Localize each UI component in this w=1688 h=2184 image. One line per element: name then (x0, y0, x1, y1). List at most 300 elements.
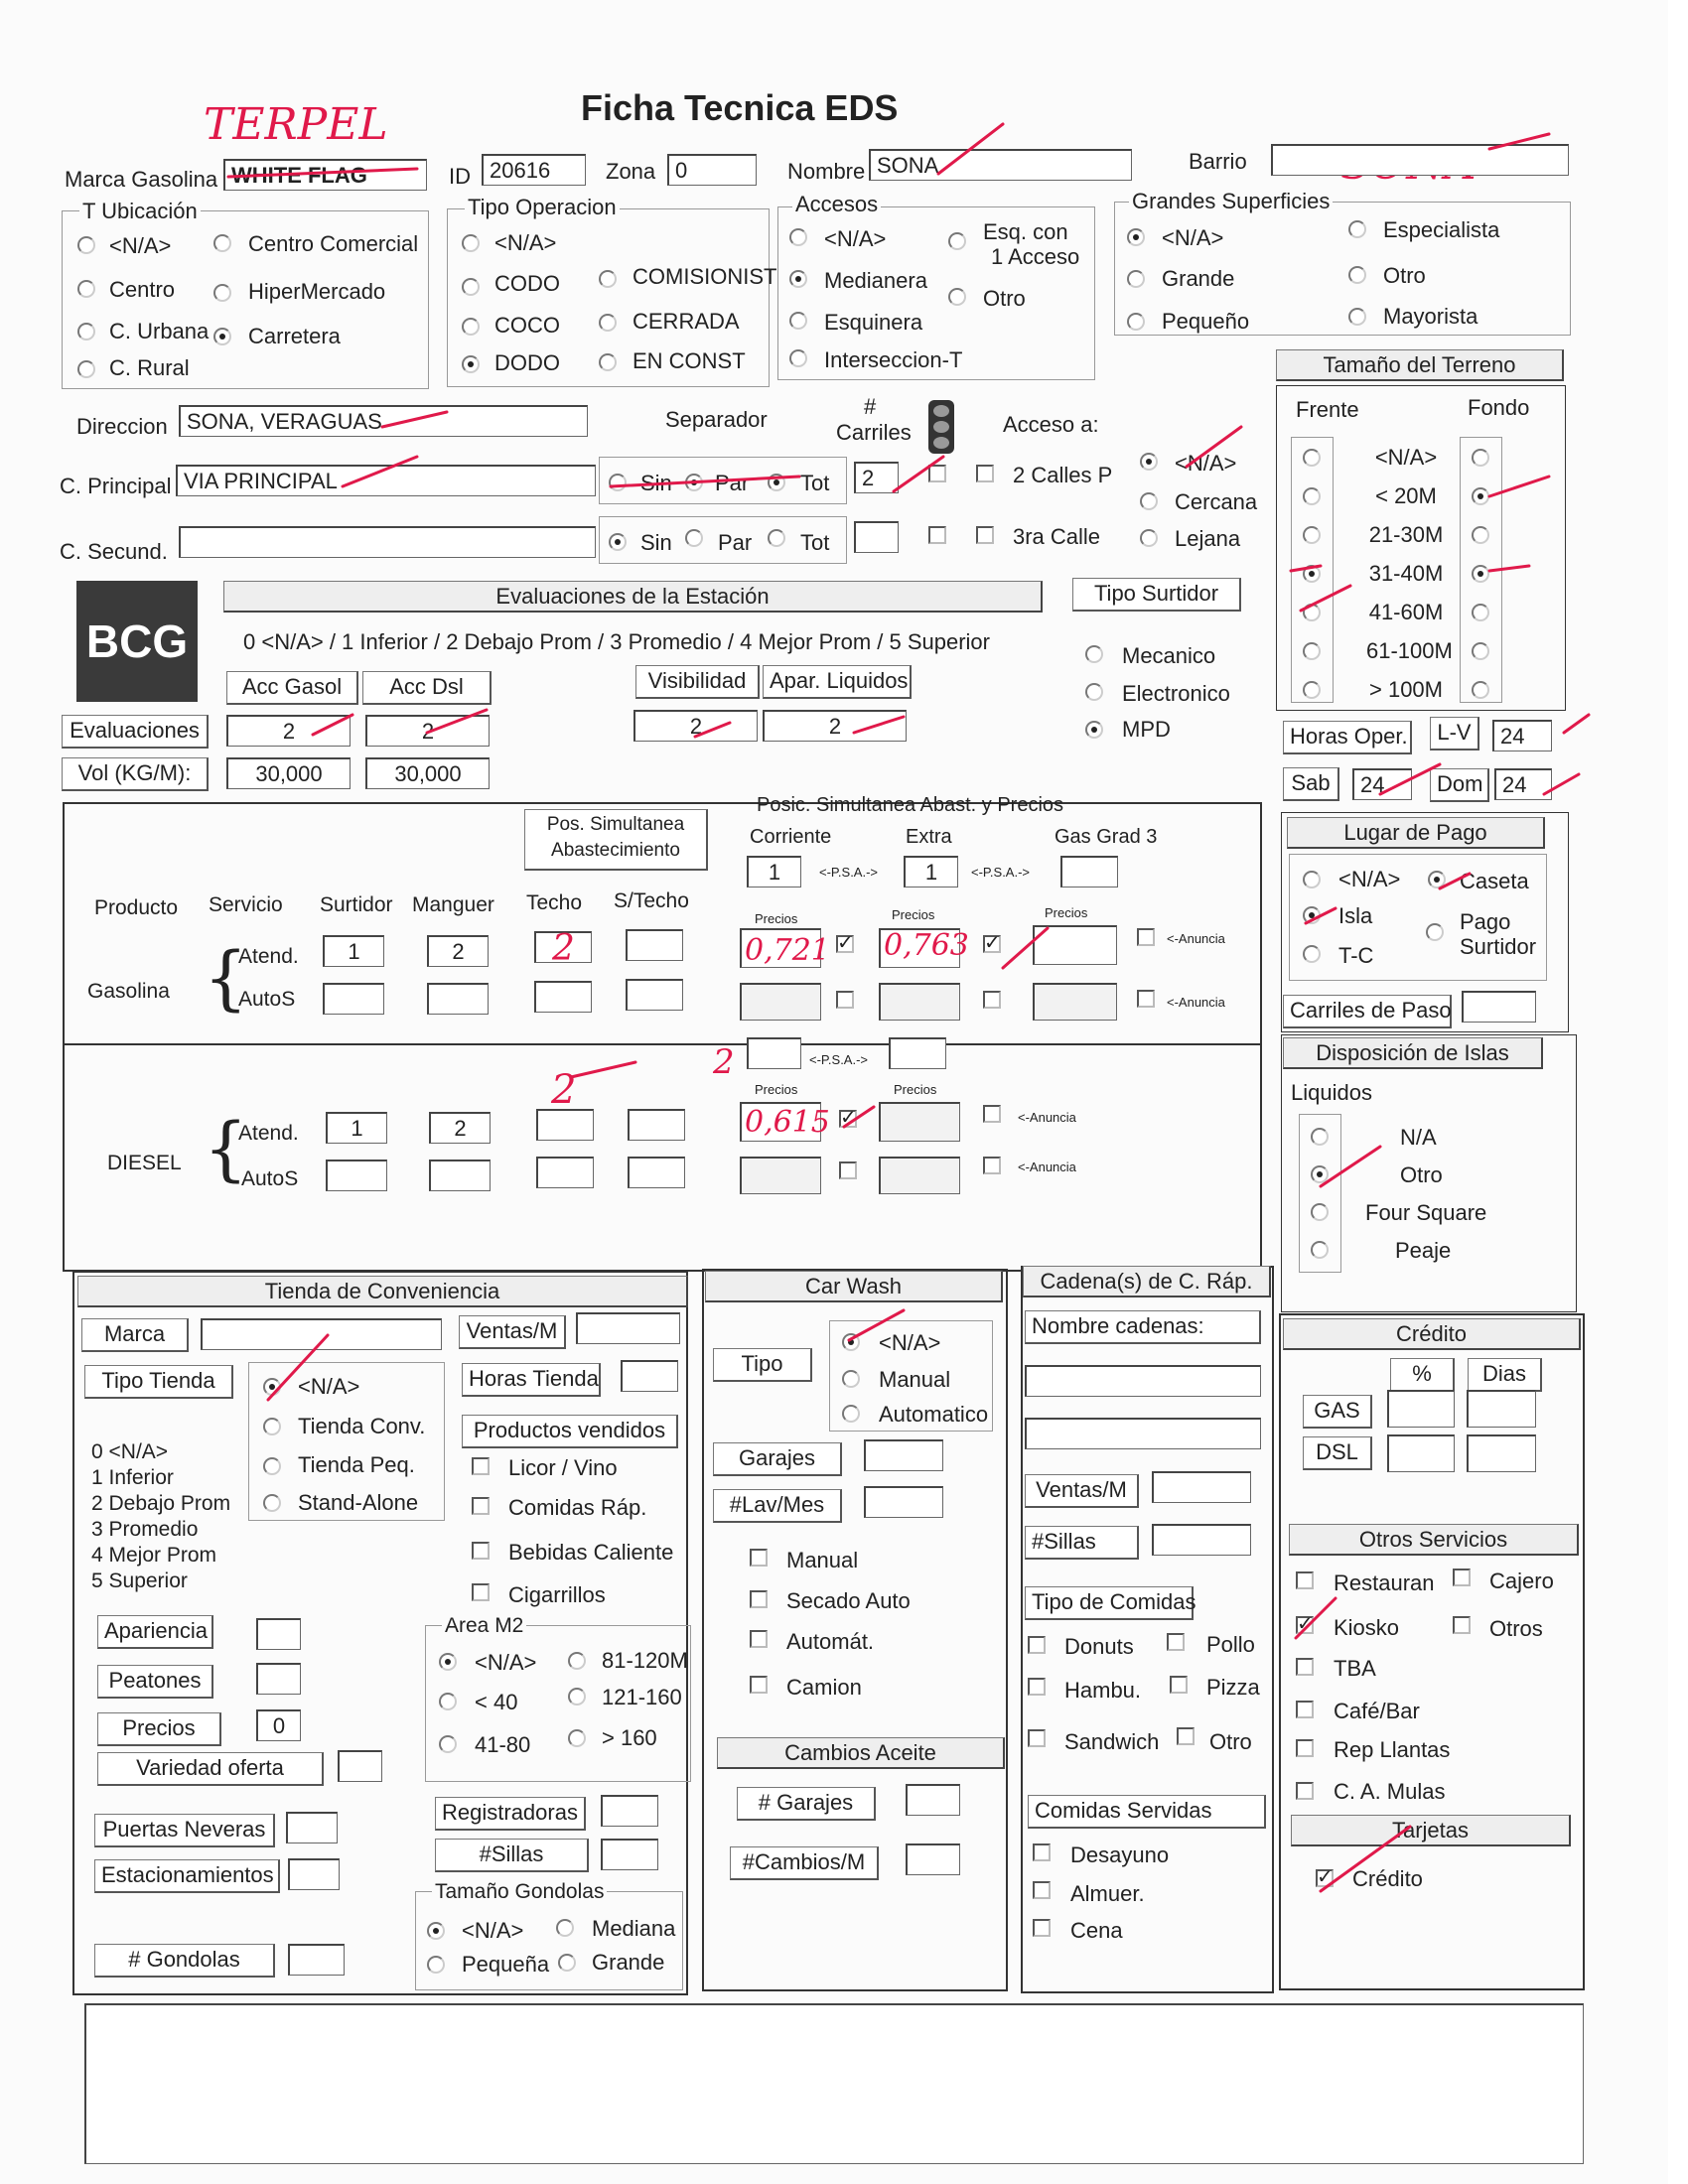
tienda-horas-field[interactable] (621, 1360, 678, 1392)
sep2-sin-radio[interactable] (609, 533, 627, 551)
operacion-coco-label: COCO (494, 313, 560, 338)
carriles-secund-field[interactable] (854, 521, 899, 553)
islas-header: Disposición de Islas (1283, 1037, 1543, 1069)
pago-surtidor-radio[interactable] (1426, 923, 1444, 941)
extra-psa-field[interactable]: 1 (904, 856, 958, 887)
carwash-secado-label: Secado Auto (786, 1588, 911, 1613)
nombre-cadenas-field-2[interactable] (1025, 1418, 1261, 1449)
grandes-especialista-radio[interactable] (1348, 220, 1366, 238)
puertas-neveras-field[interactable] (286, 1812, 338, 1843)
evaluaciones-row-label: Evaluaciones (62, 715, 209, 749)
terreno-row-label: 21-30M (1368, 522, 1444, 547)
tipo-surtidor-header: Tipo Surtidor (1072, 578, 1241, 612)
accesos-esq-radio[interactable] (948, 232, 966, 250)
ubicacion-rural-radio[interactable] (77, 360, 95, 378)
pago-tc-label: T-C (1338, 943, 1374, 968)
pago-caseta-radio[interactable] (1428, 871, 1446, 888)
terreno-frente-radio[interactable] (1303, 449, 1321, 467)
gas-grad-precio[interactable] (1033, 925, 1117, 965)
accesos-medianera-label: Medianera (824, 268, 927, 293)
direccion-field[interactable]: SONA, VERAGUAS (179, 405, 588, 437)
tienda-peq-radio[interactable] (263, 1457, 281, 1475)
diesel-brace: { (204, 1108, 248, 1189)
islas-foursquare-radio[interactable] (1311, 1203, 1329, 1221)
terreno-row-label: < 20M (1375, 483, 1437, 508)
dsl-anuncia-check-2[interactable] (983, 1105, 1001, 1123)
operacion-coco-radio[interactable] (462, 318, 480, 336)
ubicacion-na-radio[interactable] (77, 236, 95, 254)
operacion-na-radio[interactable] (462, 234, 480, 252)
otros-mulas-label: C. A. Mulas (1334, 1779, 1446, 1804)
sep1-par-label: Par (715, 471, 750, 495)
vol-gas-field[interactable]: 30,000 (226, 757, 351, 789)
diesel-label: DIESEL (107, 1152, 182, 1174)
operacion-codo-label: CODO (494, 271, 560, 296)
area-121-radio[interactable] (568, 1688, 586, 1706)
credito-dsl-pct-field[interactable] (1387, 1434, 1455, 1472)
nombre-field[interactable]: SONA (869, 149, 1132, 181)
credito-pct-header: % (1390, 1358, 1455, 1392)
islas-na-radio[interactable] (1311, 1128, 1329, 1146)
sep2-par-label: Par (718, 530, 753, 555)
gas-autos-manguer[interactable] (427, 983, 489, 1015)
principal-field[interactable]: VIA PRINCIPAL (176, 465, 596, 496)
operacion-dodo-label: DODO (494, 350, 560, 375)
tienda-conv-radio[interactable] (263, 1418, 281, 1435)
acc-gasol-field[interactable]: 2 (226, 715, 351, 747)
dsl-atend-label: Atend. (238, 1122, 299, 1145)
comida-sandwich-check[interactable] (1028, 1729, 1046, 1747)
grandes-grande-label: Grande (1162, 266, 1235, 291)
secund-label: C. Secund. (60, 539, 168, 564)
prod-licor-check[interactable] (472, 1457, 490, 1475)
terreno-frente-radio[interactable] (1303, 642, 1321, 660)
dsl-atend-stecho[interactable] (628, 1109, 685, 1141)
calles-2-label: 2 Calles P (1013, 463, 1113, 487)
cadenas-sillas-label: #Sillas (1025, 1526, 1139, 1560)
grandes-na-label: <N/A> (1162, 225, 1224, 250)
carriles-principal-check[interactable] (928, 465, 946, 482)
area-40-label: < 40 (475, 1690, 518, 1714)
area-41-label: 41-80 (475, 1732, 531, 1757)
prod-cigarrillos-check[interactable] (472, 1583, 490, 1601)
acceso-cercana-radio[interactable] (1140, 492, 1158, 510)
accesos-esquinera-radio[interactable] (789, 312, 807, 330)
dom-field[interactable]: 24 (1494, 768, 1552, 800)
ubicacion-carretera-radio[interactable] (213, 328, 231, 345)
otros-restauran-label: Restauran (1334, 1570, 1435, 1595)
operacion-cerrada-radio[interactable] (599, 314, 617, 332)
diesel-psa-field[interactable] (747, 1037, 801, 1069)
otros-otros-check[interactable] (1453, 1616, 1471, 1634)
operacion-dodo-radio[interactable] (462, 355, 480, 373)
terreno-fondo-radio[interactable] (1472, 642, 1489, 660)
area-160-radio[interactable] (568, 1729, 586, 1747)
dsl-autos-label: AutoS (241, 1167, 299, 1190)
sep2-par-radio[interactable] (685, 529, 703, 547)
tienda-sillas-field[interactable] (601, 1839, 658, 1870)
servida-cena-check[interactable] (1033, 1919, 1051, 1937)
cadenas-ventas-label: Ventas/M (1025, 1474, 1139, 1508)
carriles-paso-label: Carriles de Paso (1283, 995, 1452, 1028)
gasolina-brace: { (204, 937, 248, 1019)
dsl-autos-check-1[interactable] (839, 1161, 857, 1179)
area-na-radio[interactable] (439, 1653, 457, 1671)
apar-liquidos-field[interactable]: 2 (763, 710, 907, 742)
terreno-frente-radio[interactable] (1303, 681, 1321, 699)
area-41-radio[interactable] (439, 1735, 457, 1753)
grandes-grande-radio[interactable] (1127, 270, 1145, 288)
carriles-hash-label: # (864, 394, 877, 419)
sep1-tot-radio[interactable] (768, 474, 785, 491)
horas-oper-label: Horas Oper. (1283, 721, 1412, 754)
otros-mulas-check[interactable] (1296, 1782, 1314, 1800)
terreno-fondo-radio[interactable] (1472, 487, 1489, 505)
carwash-lav-field[interactable] (864, 1486, 943, 1518)
col-stecho: S/Techo (614, 889, 689, 912)
credito-dsl-label: DSL (1303, 1436, 1372, 1470)
col-producto: Producto (94, 896, 179, 919)
pago-na-radio[interactable] (1303, 871, 1321, 888)
operacion-codo-radio[interactable] (462, 278, 480, 296)
credito-gas-dias-field[interactable] (1467, 1390, 1536, 1428)
gond-grande-radio[interactable] (558, 1954, 576, 1972)
surtidor-mpd-radio[interactable] (1085, 721, 1103, 739)
carwash-tipo-label: Tipo (713, 1348, 812, 1382)
grandes-pequeno-radio[interactable] (1127, 313, 1145, 331)
acceso-lejana-radio[interactable] (1140, 529, 1158, 547)
psa-label-2: <-P.S.A.-> (971, 865, 1031, 880)
gond-na-radio[interactable] (427, 1922, 445, 1940)
otros-restauran-check[interactable] (1296, 1571, 1314, 1589)
terreno-row-label: <N/A> (1374, 445, 1438, 470)
servida-almuer-check[interactable] (1033, 1881, 1051, 1899)
dsl-autos-stecho[interactable] (628, 1157, 685, 1188)
gas-autos-grad-check[interactable] (1137, 990, 1155, 1008)
vol-dsl-field[interactable]: 30,000 (365, 757, 490, 789)
otros-llantas-check[interactable] (1296, 1739, 1314, 1757)
carwash-garajes-field[interactable] (864, 1439, 943, 1471)
tienda-na-radio[interactable] (263, 1378, 281, 1396)
gas-corriente-anuncia-check[interactable] (836, 935, 854, 953)
gas-grad-psa-field[interactable] (1060, 856, 1118, 887)
gond-pequena-radio[interactable] (427, 1956, 445, 1974)
evaluaciones-scale: 0 <N/A> / 1 Inferior / 2 Debajo Prom / 3 Promedio / 4 Mejor Prom / 5 Superior (243, 629, 990, 654)
gas-atend-stecho[interactable] (626, 929, 683, 961)
carwash-manual-check[interactable] (750, 1549, 768, 1567)
ubicacion-centro-comercial-radio[interactable] (213, 234, 231, 252)
gas-autos-stecho[interactable] (626, 979, 683, 1011)
dsl-autos-manguer[interactable] (429, 1160, 491, 1191)
tipo-comidas-label: Tipo de Comidas (1025, 1586, 1194, 1620)
aceite-cambios-label: #Cambios/M (730, 1846, 879, 1880)
area-40-radio[interactable] (439, 1693, 457, 1710)
apariencia-field[interactable] (256, 1618, 301, 1650)
comida-pizza-check[interactable] (1170, 1676, 1188, 1694)
id-field[interactable]: 20616 (482, 154, 586, 186)
lv-field[interactable]: 24 (1492, 720, 1552, 751)
gas-atend-surtidor[interactable]: 1 (323, 935, 384, 967)
productos-vendidos-header: Productos vendidos (462, 1415, 678, 1448)
peatones-field[interactable] (256, 1663, 301, 1695)
grandes-otro-label: Otro (1383, 263, 1426, 288)
carwash-header: Car Wash (705, 1271, 1003, 1302)
zona-field[interactable]: 0 (667, 154, 757, 186)
dsl-atend-techo[interactable] (536, 1109, 594, 1141)
gas-atend-manguer[interactable]: 2 (427, 935, 489, 967)
sep2-tot-label: Tot (800, 530, 830, 555)
gas-extra-anuncia-check[interactable] (983, 935, 1001, 953)
tienda-horas-label: Horas Tienda (462, 1363, 601, 1397)
grandes-na-radio[interactable] (1127, 228, 1145, 246)
comida-donuts-check[interactable] (1028, 1636, 1046, 1654)
variedad-field[interactable] (338, 1750, 382, 1782)
estacionamientos-label: Estacionamientos (94, 1859, 280, 1893)
dsl-autos-techo[interactable] (536, 1157, 594, 1188)
credito-dsl-dias-field[interactable] (1467, 1434, 1536, 1472)
surtidor-mecanico-radio[interactable] (1085, 645, 1103, 663)
num-gondolas-field[interactable] (288, 1944, 345, 1976)
accesos-interseccion-radio[interactable] (789, 349, 807, 367)
dsl-atend-manguer[interactable]: 2 (429, 1112, 491, 1144)
visibilidad-header: Visibilidad (635, 665, 760, 699)
terreno-frente-radio[interactable] (1303, 487, 1321, 505)
carwash-auto-radio[interactable] (842, 1405, 860, 1423)
comida-otro-check[interactable] (1177, 1727, 1195, 1745)
gond-grande-label: Grande (592, 1950, 665, 1975)
gas-autos-grad-precio[interactable] (1033, 983, 1117, 1021)
gas-autos-techo[interactable] (534, 981, 592, 1013)
otros-llantas-label: Rep Llantas (1334, 1737, 1451, 1762)
surtidor-electronico-radio[interactable] (1085, 683, 1103, 701)
acceso-cercana-label: Cercana (1175, 489, 1258, 514)
terreno-row-label: > 100M (1369, 677, 1443, 702)
evaluaciones-header: Evaluaciones de la Estación (223, 581, 1043, 613)
posic-label: Posic. Simultanea Abast. y Precios (757, 794, 1064, 816)
anuncia-label-2: <-Anuncia (1167, 995, 1225, 1010)
terreno-row-label: 61-100M (1366, 638, 1453, 663)
corriente-psa-field[interactable]: 1 (747, 856, 801, 887)
dsl-autos-surtidor[interactable] (326, 1160, 387, 1191)
area-na-label: <N/A> (475, 1650, 537, 1675)
dsl-anuncia-check-1[interactable] (839, 1110, 857, 1128)
gas-grad-anuncia-check[interactable] (1137, 928, 1155, 946)
accesos-interseccion-label: Interseccion-T (824, 347, 963, 372)
ubicacion-carretera-label: Carretera (248, 324, 341, 348)
dsl-autos-check-2[interactable] (983, 1157, 1001, 1174)
otros-cafe-label: Café/Bar (1334, 1699, 1420, 1723)
terreno-fondo-radio[interactable] (1472, 449, 1489, 467)
islas-peaje-radio[interactable] (1311, 1241, 1329, 1259)
dsl-autos-precio-1[interactable] (740, 1157, 821, 1194)
operacion-enconst-radio[interactable] (599, 353, 617, 371)
ubicacion-centro-radio[interactable] (77, 280, 95, 298)
zona-label: Zona (606, 159, 656, 184)
terreno-frente-radio[interactable] (1303, 565, 1321, 583)
ubicacion-rural-label: C. Rural (109, 355, 190, 380)
carwash-garajes-label: Garajes (713, 1442, 842, 1476)
otros-cafe-check[interactable] (1296, 1701, 1314, 1718)
estacionamientos-field[interactable] (288, 1858, 340, 1890)
tienda-marca-field[interactable] (201, 1318, 442, 1350)
terreno-fondo-radio[interactable] (1472, 604, 1489, 621)
puertas-neveras-label: Puertas Neveras (94, 1814, 275, 1847)
tienda-scale-item: 3 Promedio (91, 1518, 199, 1541)
calles-2-check[interactable] (976, 465, 994, 482)
prod-bebidas-label: Bebidas Caliente (508, 1540, 674, 1565)
grandes-mayorista-radio[interactable] (1348, 308, 1366, 326)
otros-tba-check[interactable] (1296, 1658, 1314, 1676)
accesos-otro-radio[interactable] (948, 288, 966, 306)
carwash-camion-check[interactable] (750, 1676, 768, 1694)
sep2-tot-radio[interactable] (768, 529, 785, 547)
handwritten-price-corriente: 0,721 (745, 933, 830, 968)
terreno-frente-radio[interactable] (1303, 604, 1321, 621)
otros-cajero-check[interactable] (1453, 1569, 1471, 1586)
principal-label: C. Principal (60, 474, 172, 498)
terreno-frente-radio[interactable] (1303, 526, 1321, 544)
islas-otro-label: Otro (1400, 1162, 1443, 1187)
gas-autos-surtidor[interactable] (323, 983, 384, 1015)
handwritten-price-diesel: 0,615 (745, 1105, 830, 1140)
islas-na-label: N/A (1400, 1125, 1437, 1150)
ubicacion-centro-comercial-label: Centro Comercial (248, 231, 419, 256)
terreno-fondo-radio[interactable] (1472, 565, 1489, 583)
gas-autos-corr-check[interactable] (836, 991, 854, 1009)
tarjeta-credito-check[interactable] (1316, 1869, 1334, 1887)
dsl-precio-2[interactable] (879, 1102, 960, 1142)
sep1-par-radio[interactable] (685, 474, 703, 491)
tienda-precios-field[interactable]: 0 (256, 1709, 301, 1741)
credito-header: Crédito (1283, 1318, 1581, 1350)
notes-field[interactable] (84, 2003, 1584, 2164)
pos-simultanea-header (524, 809, 708, 871)
tienda-scale-item: 0 <N/A> (91, 1440, 169, 1463)
carwash-secado-check[interactable] (750, 1590, 768, 1608)
gond-na-label: <N/A> (462, 1918, 524, 1943)
traffic-light-icon (928, 400, 954, 454)
aceite-garajes-field[interactable] (906, 1784, 960, 1816)
tienda-scale-item: 2 Debajo Prom (91, 1492, 231, 1515)
diesel-psa-field-2[interactable] (889, 1037, 946, 1069)
carwash-automat-label: Automát. (786, 1629, 875, 1654)
surtidor-electronico-label: Electronico (1122, 681, 1230, 706)
ubicacion-hipermercado-radio[interactable] (213, 284, 231, 302)
carriles-paso-field[interactable] (1462, 991, 1536, 1023)
dsl-autos-precio-2[interactable] (879, 1157, 960, 1194)
comida-hambu-check[interactable] (1028, 1678, 1046, 1696)
secund-field[interactable] (179, 526, 596, 558)
carwash-lav-label: #Lav/Mes (713, 1489, 842, 1523)
dsl-atend-surtidor[interactable]: 1 (326, 1112, 387, 1144)
tienda-header: Tienda de Conveniencia (77, 1276, 688, 1307)
barrio-field[interactable] (1271, 144, 1569, 176)
pago-isla-radio[interactable] (1303, 906, 1321, 924)
lv-label: L-V (1430, 717, 1479, 751)
sep1-sin-radio[interactable] (609, 474, 627, 491)
carriles-secund-check[interactable] (928, 526, 946, 544)
comida-pollo-check[interactable] (1167, 1633, 1185, 1651)
tienda-ventas-field[interactable] (576, 1312, 680, 1344)
registradoras-field[interactable] (601, 1795, 658, 1827)
operacion-comisionist-radio[interactable] (599, 270, 617, 288)
gas-autos-extra-check[interactable] (983, 991, 1001, 1009)
tipo-operacion-title: Tipo Operacion (465, 195, 620, 220)
gasolina-label: Gasolina (87, 980, 170, 1003)
accesos-na-radio[interactable] (789, 228, 807, 246)
terreno-fondo-radio[interactable] (1472, 526, 1489, 544)
accesos-medianera-radio[interactable] (789, 270, 807, 288)
otros-kiosko-check[interactable] (1296, 1616, 1314, 1634)
accesos-title: Accesos (792, 192, 881, 217)
servida-desayuno-check[interactable] (1033, 1843, 1051, 1861)
barrio-label: Barrio (1189, 149, 1247, 174)
sep2-sin-label: Sin (640, 530, 672, 555)
carwash-manual-opt-label: Manual (786, 1548, 859, 1572)
tienda-conv-label: Tienda Conv. (298, 1414, 426, 1438)
acc-dsl-field[interactable]: 2 (365, 715, 490, 747)
peatones-label: Peatones (97, 1665, 213, 1699)
tienda-scale-item: 5 Superior (91, 1570, 188, 1592)
visibilidad-field[interactable]: 2 (633, 710, 758, 742)
col-manguer: Manguer (412, 893, 494, 916)
grandes-otro-radio[interactable] (1348, 266, 1366, 284)
credito-gas-pct-field[interactable] (1387, 1390, 1455, 1428)
cadenas-ventas-field[interactable] (1152, 1471, 1251, 1503)
otros-cajero-label: Cajero (1489, 1569, 1554, 1593)
area-81-radio[interactable] (568, 1652, 586, 1670)
marca-label: Marca Gasolina (65, 167, 218, 192)
grandes-especialista-label: Especialista (1383, 217, 1500, 242)
marca-field[interactable]: WHITE FLAG (223, 159, 427, 191)
calle-3-check[interactable] (976, 526, 994, 544)
sep1-tot-label: Tot (800, 471, 830, 495)
terreno-frente-label: Frente (1296, 397, 1359, 422)
carwash-automat-check[interactable] (750, 1630, 768, 1648)
nombre-cadenas-field-1[interactable] (1025, 1365, 1261, 1397)
terreno-fondo-radio[interactable] (1472, 681, 1489, 699)
acceso-na-radio[interactable] (1140, 453, 1158, 471)
sab-field[interactable]: 24 (1352, 768, 1412, 800)
aceite-cambios-field[interactable] (906, 1843, 960, 1875)
carriles-principal-field[interactable]: 2 (854, 462, 899, 493)
tienda-marca-label: Marca (81, 1318, 189, 1352)
precios-label-1: Precios (755, 911, 798, 926)
cadenas-sillas-field[interactable] (1152, 1524, 1251, 1556)
accesos-otro-label: Otro (983, 286, 1026, 311)
gond-mediana-radio[interactable] (556, 1919, 574, 1937)
gas-autos-extra-precio[interactable] (879, 983, 960, 1021)
anuncia-label-4: <-Anuncia (1018, 1160, 1076, 1174)
prod-comidas-check[interactable] (472, 1497, 490, 1515)
carwash-na-radio[interactable] (842, 1333, 860, 1351)
gas-autos-corriente-precio[interactable] (740, 983, 821, 1021)
prod-bebidas-check[interactable] (472, 1542, 490, 1560)
direccion-label: Direccion (76, 414, 168, 439)
tienda-precios-label: Precios (97, 1712, 221, 1746)
separador-label: Separador (665, 407, 768, 432)
tienda-standalone-radio[interactable] (263, 1494, 281, 1512)
comida-pollo-label: Pollo (1206, 1632, 1255, 1657)
ubicacion-urbana-radio[interactable] (77, 323, 95, 341)
carwash-manual-radio[interactable] (842, 1370, 860, 1388)
islas-otro-radio[interactable] (1311, 1165, 1329, 1183)
acceso-lejana-label: Lejana (1175, 526, 1241, 551)
islas-foursquare-label: Four Square (1365, 1200, 1487, 1225)
ubicacion-title: T Ubicación (79, 199, 201, 224)
pago-tc-radio[interactable] (1303, 945, 1321, 963)
area-title: Area M2 (442, 1614, 526, 1638)
